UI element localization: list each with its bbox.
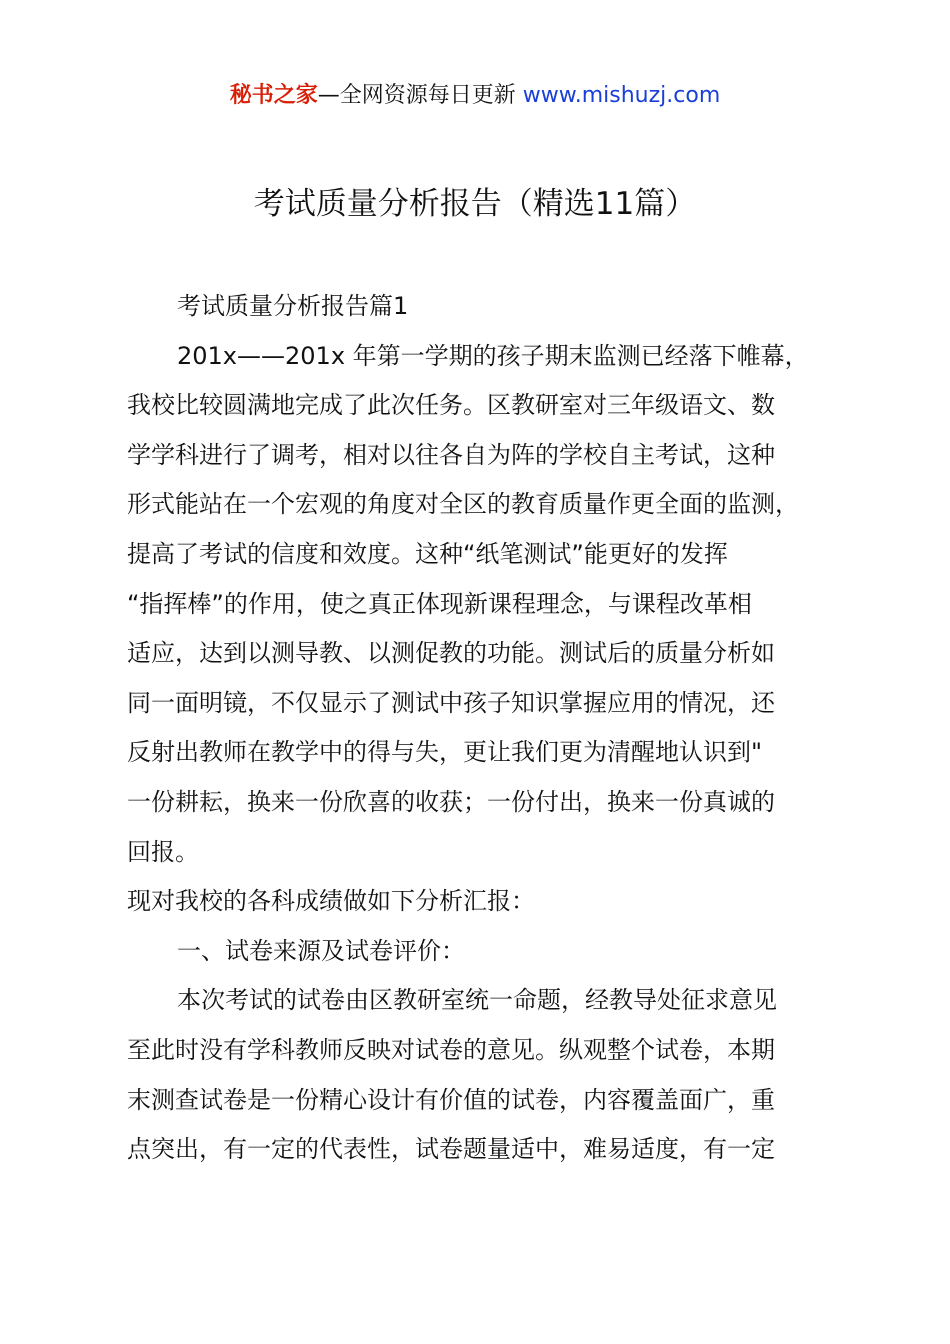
brand-name: 秘书之家 — [229, 83, 318, 108]
paragraph-line: 一份耕耘，换来一份欣喜的收获；一份付出，换来一份真诚的 — [127, 787, 775, 816]
paragraph-line: 至此时没有学科教师反映对试卷的意见。纵观整个试卷，本期 — [127, 1035, 775, 1064]
site-header — [0, 80, 950, 112]
paragraph-line: 提高了考试的信度和效度。这种“纸笔测试”能更好的发挥 — [127, 539, 728, 568]
document-title: 考试质量分析报告（精选11篇） — [253, 186, 697, 222]
site-url-link[interactable]: www.mishuzj.com — [522, 83, 721, 108]
paragraph-line: 学学科进行了调考，相对以往各自为阵的学校自主考试，这种 — [127, 440, 775, 469]
section-heading: 考试质量分析报告篇1 — [177, 292, 409, 320]
subsection-heading: 一、试卷来源及试卷评价： — [177, 936, 465, 965]
paragraph-line: 回报。 — [127, 837, 199, 866]
paragraph-line: 本次考试的试卷由区教研室统一命题，经教导处征求意见 — [177, 986, 777, 1015]
document-body — [127, 282, 857, 1175]
paragraph-line: “指挥棒”的作用，使之真正体现新课程理念，与课程改革相 — [127, 589, 752, 618]
paragraph-line: 适应，达到以测导教、以测促教的功能。测试后的质量分析如 — [127, 639, 775, 668]
paragraph-line: 同一面明镜，不仅显示了测试中孩子知识掌握应用的情况，还 — [127, 688, 775, 717]
paragraph-line: 反射出教师在教学中的得与失，更让我们更为清醒地认识到" — [127, 738, 763, 767]
header-tagline: —全网资源每日更新 — [317, 83, 523, 108]
paragraph-line: 形式能站在一个宏观的角度对全区的教育质量作更全面的监测， — [127, 490, 799, 519]
paragraph-line: 点突出，有一定的代表性，试卷题量适中，难易适度，有一定 — [127, 1135, 775, 1164]
paragraph-line: 201x——201x 年第一学期的孩子期末监测已经落下帷幕， — [177, 341, 809, 370]
paragraph-line: 我校比较圆满地完成了此次任务。区教研室对三年级语文、数 — [127, 391, 775, 420]
paragraph-line: 末测查试卷是一份精心设计有价值的试卷，内容覆盖面广，重 — [127, 1085, 775, 1114]
paragraph-line: 现对我校的各科成绩做如下分析汇报： — [127, 887, 535, 916]
